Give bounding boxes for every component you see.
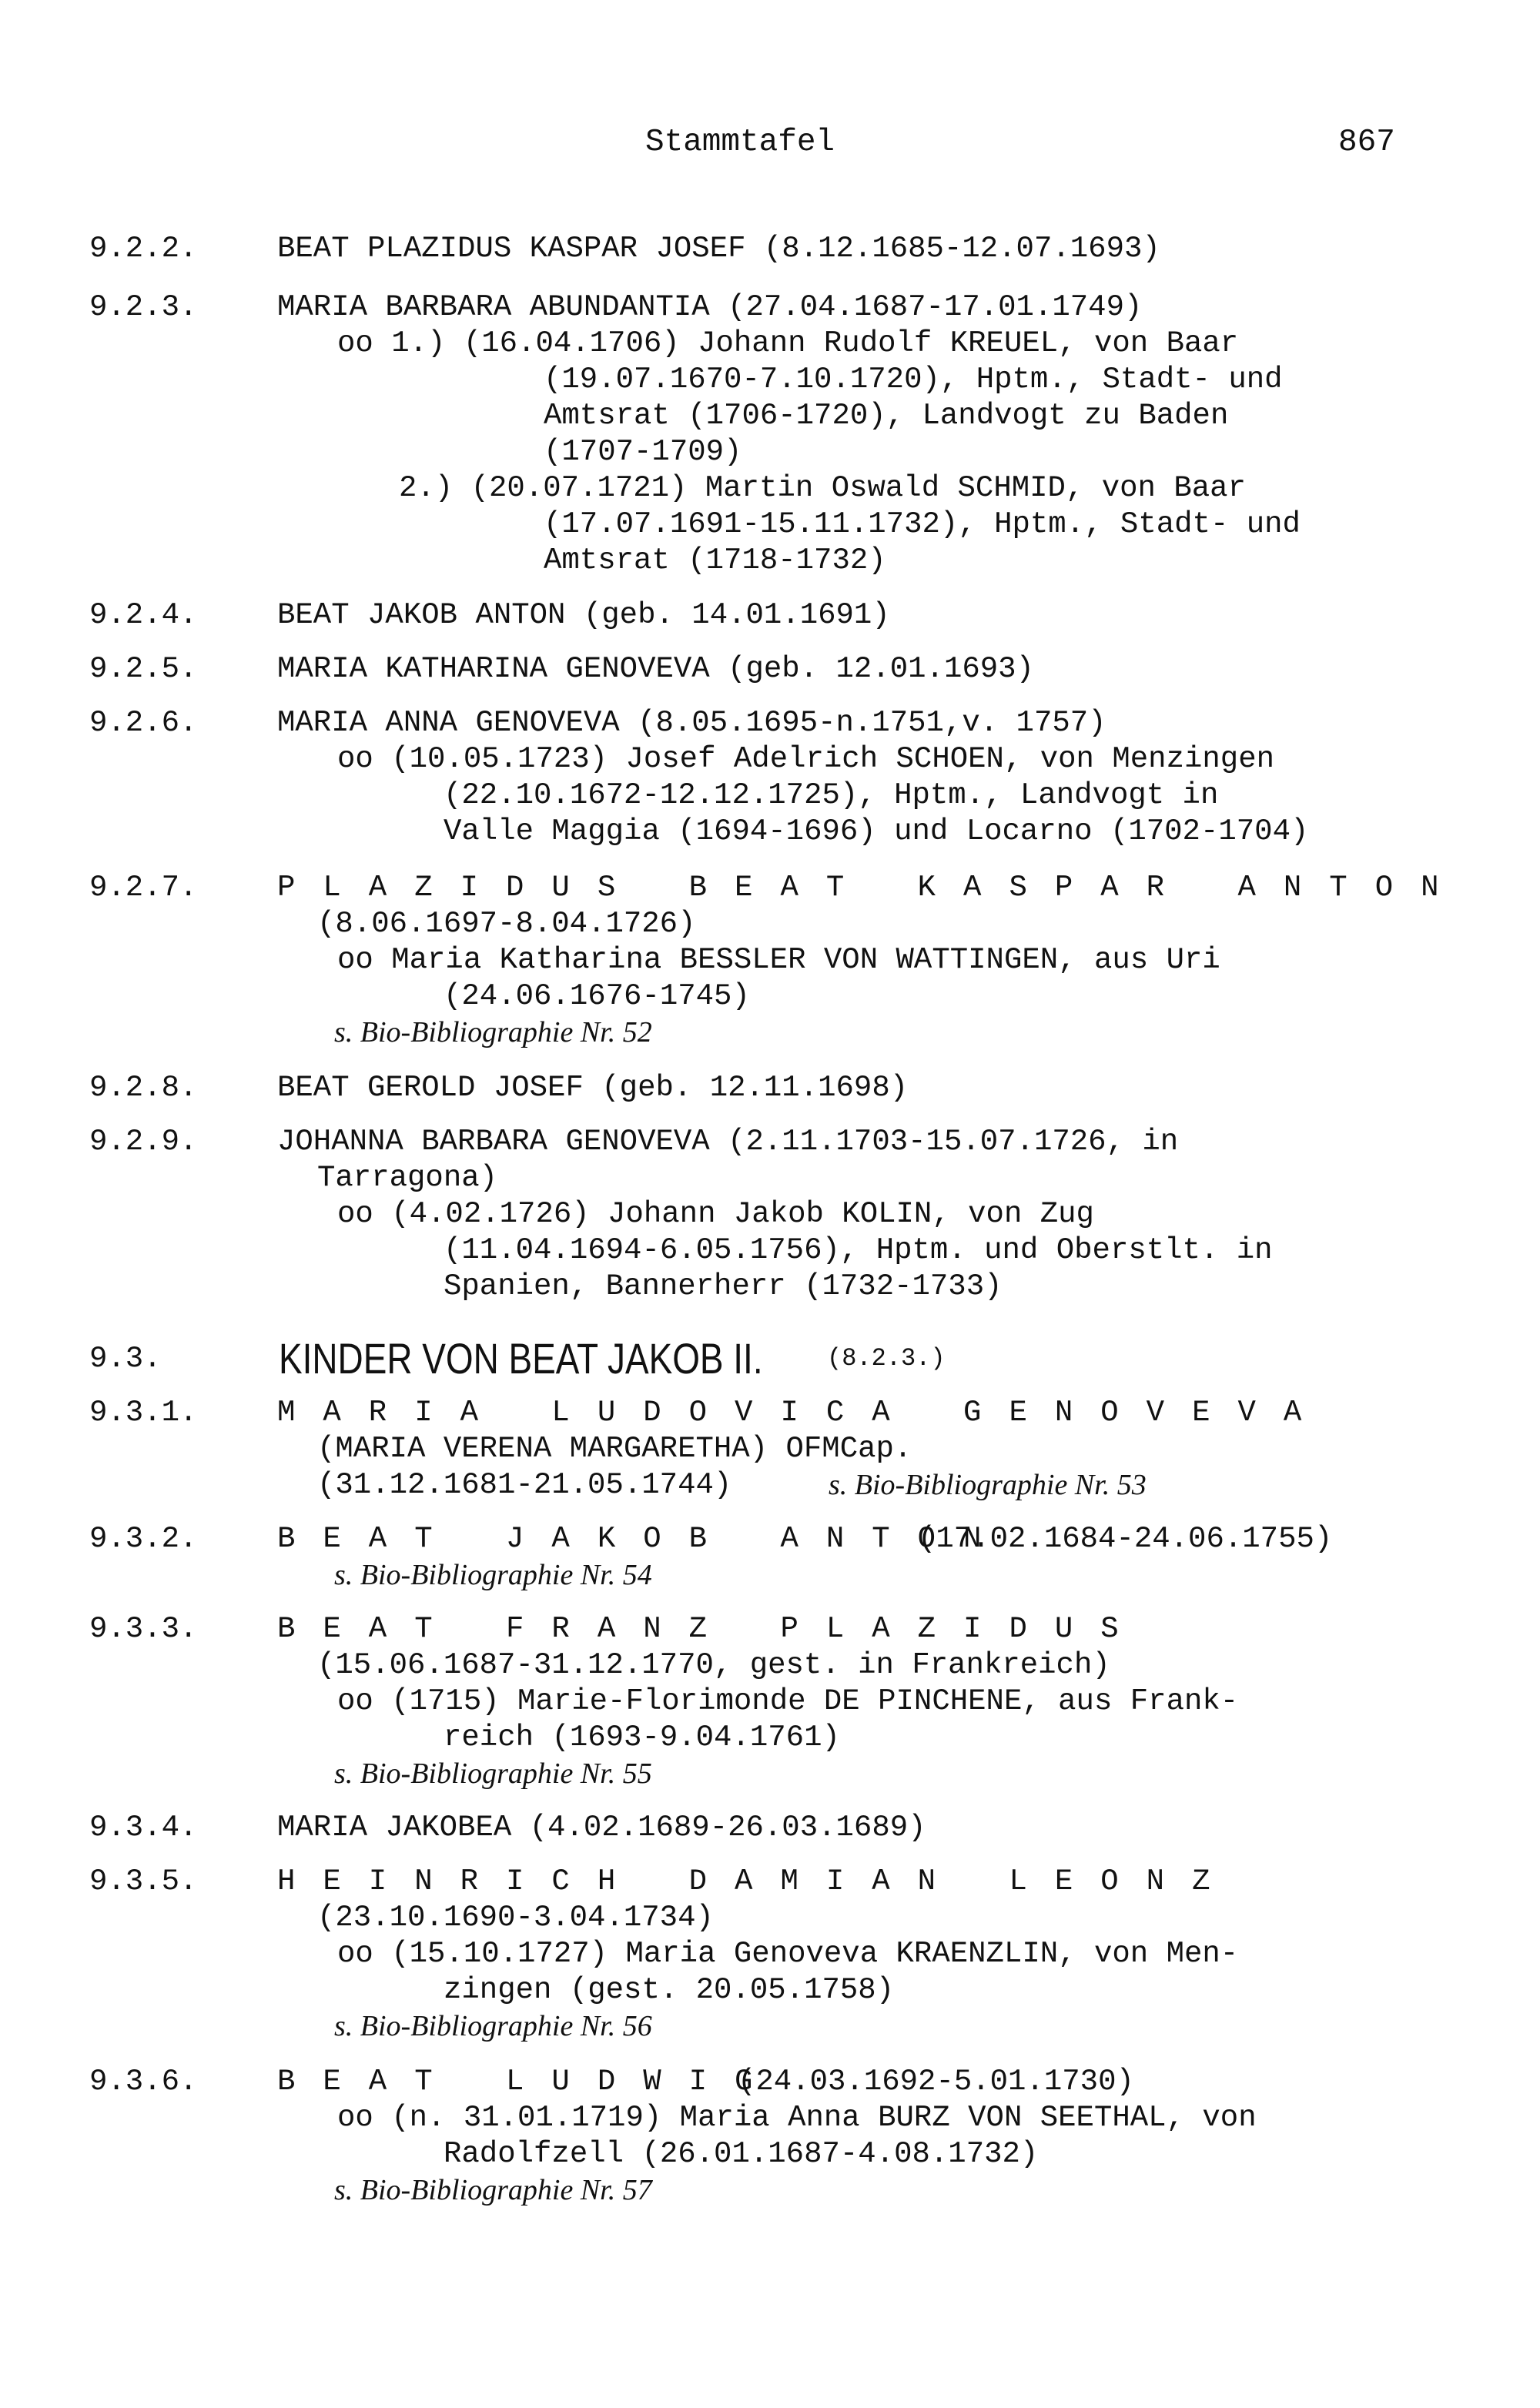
page-number: 867 xyxy=(1338,125,1395,160)
entry-line: (19.07.1670-7.10.1720), Hptm., Stadt- und xyxy=(544,363,1283,396)
entry-line: (11.04.1694-6.05.1756), Hptm. und Oberstlt. in xyxy=(444,1233,1273,1267)
entry-line: (17.02.1684-24.06.1755) xyxy=(918,1522,1333,1556)
entry-line: (23.10.1690-3.04.1734) xyxy=(317,1901,714,1935)
entry-line: reich (1693-9.04.1761) xyxy=(444,1721,840,1754)
entry-line: (24.06.1676-1745) xyxy=(444,979,750,1013)
entry-line: MARIA KATHARINA GENOVEVA (geb. 12.01.1693) xyxy=(277,652,1034,686)
entry-line: MARIA BARBARA ABUNDANTIA (27.04.1687-17.01.1749) xyxy=(277,290,1143,324)
entry-line: (17.07.1691-15.11.1732), Hptm., Stadt- und xyxy=(544,507,1301,541)
entry-line: JOHANNA BARBARA GENOVEVA (2.11.1703-15.07.1726, in xyxy=(277,1125,1179,1159)
entry-line: Amtsrat (1718-1732) xyxy=(544,543,886,577)
entry-line: Amtsrat (1706-1720), Landvogt zu Baden xyxy=(544,399,1229,433)
entry-line: BEAT GEROLD JOSEF (geb. 12.11.1698) xyxy=(277,1071,909,1105)
entry-line: BEAT FRANZ PLAZIDUS xyxy=(277,1612,1147,1646)
entry-number: 9.3.6. xyxy=(89,2065,198,2099)
entry-line: BEAT LUDWIG xyxy=(277,2065,781,2099)
entry-number: 9.3.5. xyxy=(89,1865,198,1898)
bio-reference: s. Bio-Bibliographie Nr. 52 xyxy=(334,1016,652,1048)
entry-line: oo (4.02.1726) Johann Jakob KOLIN, von Zug xyxy=(337,1197,1094,1231)
bio-reference: s. Bio-Bibliographie Nr. 54 xyxy=(334,1559,652,1591)
entry-line: zingen (gest. 20.05.1758) xyxy=(444,1973,895,2007)
entry-line: oo Maria Katharina BESSLER VON WATTINGEN, aus Uri xyxy=(337,943,1220,977)
entry-line: (22.10.1672-12.12.1725), Hptm., Landvogt in xyxy=(444,778,1219,812)
entry-number: 9.2.8. xyxy=(89,1071,198,1105)
section-heading-ref: (8.2.3.) xyxy=(827,1344,946,1373)
entry-line: (31.12.1681-21.05.1744) xyxy=(317,1468,732,1502)
entry-number: 9.2.5. xyxy=(89,652,198,686)
entry-line: (24.03.1692-5.01.1730) xyxy=(738,2065,1134,2099)
entry-number: 9.3.2. xyxy=(89,1522,198,1556)
entry-number: 9.2.6. xyxy=(89,706,198,740)
section-heading: KINDER VON BEAT JAKOB II. xyxy=(279,1334,763,1383)
entry-line: oo 1.) (16.04.1706) Johann Rudolf KREUEL, von Baar xyxy=(337,326,1239,360)
entry-number: 9.3.3. xyxy=(89,1612,198,1646)
entry-line: MARIA ANNA GENOVEVA (8.05.1695-n.1751,v. 1757) xyxy=(277,706,1106,740)
entry-number: 9.2.7. xyxy=(89,871,198,905)
running-header-title: Stammtafel xyxy=(645,125,835,160)
entry-line: Spanien, Bannerherr (1732-1733) xyxy=(444,1269,1003,1303)
entry-line: (1707-1709) xyxy=(544,435,742,469)
entry-line: Radolfzell (26.01.1687-4.08.1732) xyxy=(444,2137,1039,2171)
entry-line: HEINRICH DAMIAN LEONZ xyxy=(277,1865,1238,1898)
entry-line: PLAZIDUS BEAT KASPAR ANTON xyxy=(277,871,1467,905)
section-number: 9.3. xyxy=(89,1342,162,1376)
bio-reference: s. Bio-Bibliographie Nr. 57 xyxy=(334,2174,652,2206)
bio-reference: s. Bio-Bibliographie Nr. 56 xyxy=(334,2010,652,2042)
entry-number: 9.3.4. xyxy=(89,1811,198,1844)
entry-line: oo (1715) Marie-Florimonde DE PINCHENE, aus Frank- xyxy=(337,1684,1239,1718)
entry-line: MARIA LUDOVICA GENOVEVA xyxy=(277,1396,1330,1430)
entry-number: 9.2.9. xyxy=(89,1125,198,1159)
bio-reference: s. Bio-Bibliographie Nr. 55 xyxy=(334,1758,652,1790)
entry-number: 9.3.1. xyxy=(89,1396,198,1430)
entry-line: 2.) (20.07.1721) Martin Oswald SCHMID, von Baar xyxy=(399,471,1246,505)
entry-line: Valle Maggia (1694-1696) und Locarno (1702-1704) xyxy=(444,814,1309,848)
entry-number: 9.2.3. xyxy=(89,290,198,324)
entry-line: BEAT PLAZIDUS KASPAR JOSEF (8.12.1685-12.07.1693) xyxy=(277,232,1160,266)
entry-line: Tarragona) xyxy=(317,1161,498,1195)
entry-line: BEAT JAKOB ANTON (geb. 14.01.1691) xyxy=(277,598,890,632)
entry-line: oo (10.05.1723) Josef Adelrich SCHOEN, von Menzingen xyxy=(337,742,1274,776)
entry-number: 9.2.4. xyxy=(89,598,198,632)
entry-line: oo (n. 31.01.1719) Maria Anna BURZ VON SEETHAL, von xyxy=(337,2101,1257,2135)
entry-line: oo (15.10.1727) Maria Genoveva KRAENZLIN, von Men- xyxy=(337,1937,1239,1971)
entry-line: (MARIA VERENA MARGARETHA) OFMCap. xyxy=(317,1432,912,1466)
bio-reference: s. Bio-Bibliographie Nr. 53 xyxy=(829,1469,1147,1501)
entry-line: BEAT JAKOB ANTON xyxy=(277,1522,1009,1556)
entry-line: (15.06.1687-31.12.1770, gest. in Frankreich) xyxy=(317,1648,1110,1682)
entry-line: MARIA JAKOBEA (4.02.1689-26.03.1689) xyxy=(277,1811,926,1844)
entry-line: (8.06.1697-8.04.1726) xyxy=(317,907,696,941)
entry-number: 9.2.2. xyxy=(89,232,198,266)
